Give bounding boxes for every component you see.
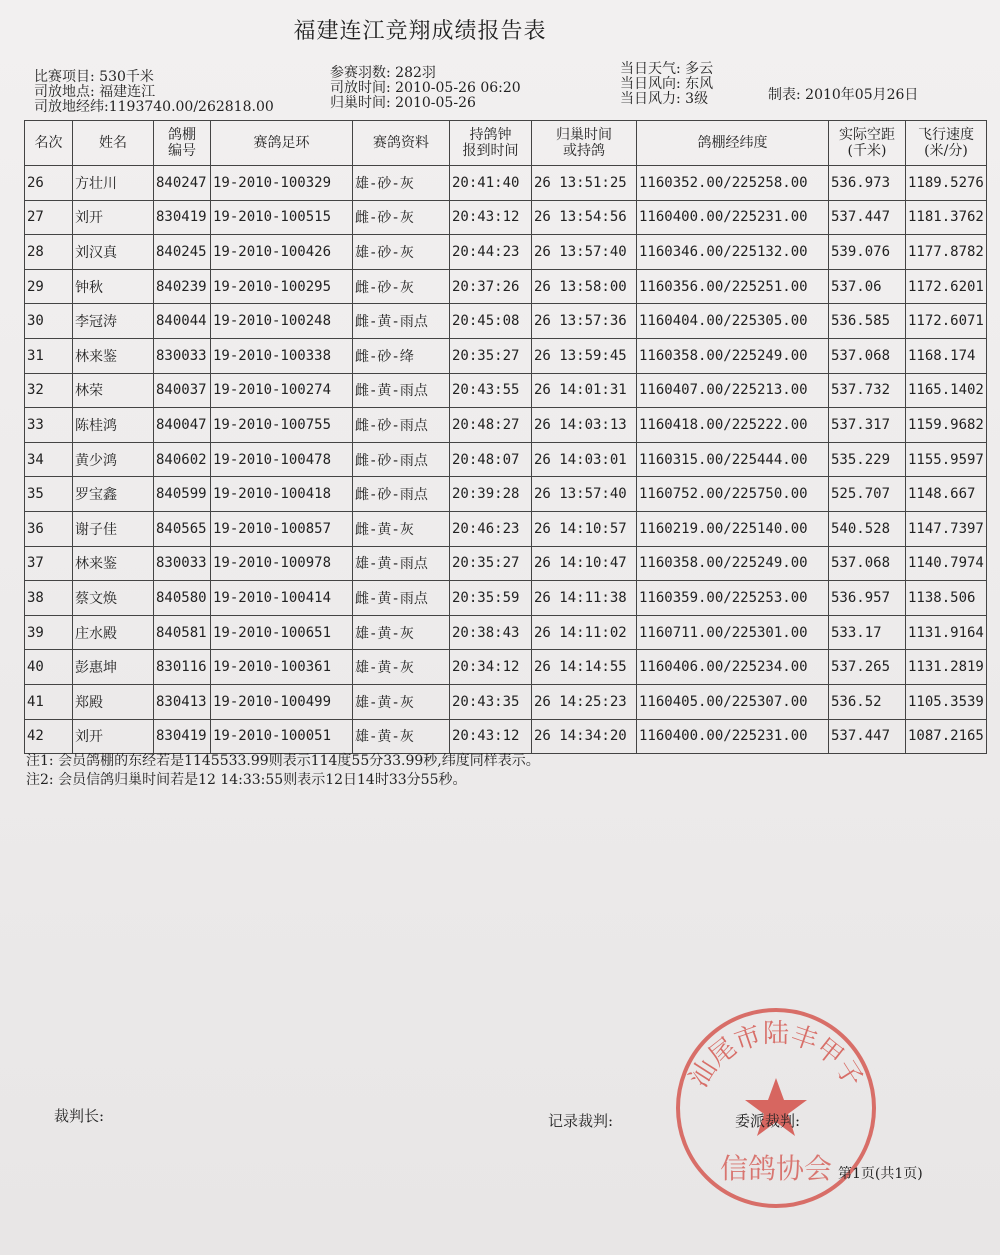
speed-cell: 1177.8782 (906, 235, 987, 270)
header-cell: 鸽棚经纬度 (637, 121, 829, 166)
ring-cell: 19-2010-100755 (211, 408, 353, 443)
coordinates-cell: 1160315.00/225444.00 (637, 442, 829, 477)
distance-cell: 536.52 (829, 684, 906, 719)
meta-return-date: 归巢时间: 2010-05-26 (330, 95, 476, 111)
table-row (25, 477, 987, 512)
clock-time-cell: 20:46:23 (450, 511, 532, 546)
return-time-cell: 26 14:03:01 (532, 442, 637, 477)
return-time-cell: 26 13:51:25 (532, 166, 637, 201)
seal-bottom-text: 信鸽协会 (719, 1152, 833, 1185)
bird-info-cell: 雄-黄-灰 (353, 719, 450, 754)
header-cell: 实际空距 (千米) (829, 121, 906, 166)
ring-cell: 19-2010-100499 (211, 684, 353, 719)
ring-cell: 19-2010-100418 (211, 477, 353, 512)
ring-cell: 19-2010-100478 (211, 442, 353, 477)
chief-referee-label: 裁判长: (54, 1107, 105, 1125)
ring-cell: 19-2010-100857 (211, 511, 353, 546)
return-time-cell: 26 14:25:23 (532, 684, 637, 719)
name-cell: 林来鉴 (73, 546, 154, 581)
coordinates-cell: 1160405.00/225307.00 (637, 684, 829, 719)
name-cell: 罗宝鑫 (73, 477, 154, 512)
bird-info-cell: 雄-砂-灰 (353, 235, 450, 270)
header-cell: 归巢时间 或持鸽 (532, 121, 637, 166)
clock-time-cell: 20:39:28 (450, 477, 532, 512)
coordinates-cell: 1160406.00/225234.00 (637, 650, 829, 685)
clock-time-cell: 20:48:27 (450, 408, 532, 443)
header-cell: 名次 (25, 121, 73, 166)
name-cell: 陈桂鸿 (73, 408, 154, 443)
return-time-cell: 26 13:54:56 (532, 200, 637, 235)
rank-cell: 31 (25, 338, 73, 373)
speed-cell: 1147.7397 (906, 511, 987, 546)
header-cell: 姓名 (73, 121, 154, 166)
table-row (25, 408, 987, 443)
distance-cell: 533.17 (829, 615, 906, 650)
clock-time-cell: 20:35:27 (450, 338, 532, 373)
clock-time-cell: 20:34:12 (450, 650, 532, 685)
speed-cell: 1181.3762 (906, 200, 987, 235)
coordinates-cell: 1160219.00/225140.00 (637, 511, 829, 546)
speed-cell: 1148.667 (906, 477, 987, 512)
rank-cell: 29 (25, 269, 73, 304)
coordinates-cell: 1160404.00/225305.00 (637, 304, 829, 339)
rank-cell: 36 (25, 511, 73, 546)
clock-time-cell: 20:35:27 (450, 546, 532, 581)
loft-number-cell: 840599 (154, 477, 211, 512)
ring-cell: 19-2010-100426 (211, 235, 353, 270)
table-row (25, 442, 987, 477)
bird-info-cell: 雌-黄-雨点 (353, 304, 450, 339)
distance-cell: 540.528 (829, 511, 906, 546)
table-row (25, 269, 987, 304)
loft-number-cell: 830033 (154, 338, 211, 373)
speed-cell: 1087.2165 (906, 719, 987, 754)
rank-cell: 32 (25, 373, 73, 408)
coordinates-cell: 1160752.00/225750.00 (637, 477, 829, 512)
meta-right (620, 62, 713, 107)
meta-wind-force: 当日风力: 3级 (620, 91, 709, 107)
clock-time-cell: 20:43:35 (450, 684, 532, 719)
clock-time-cell: 20:35:59 (450, 581, 532, 616)
coordinates-cell: 1160359.00/225253.00 (637, 581, 829, 616)
table-row (25, 338, 987, 373)
loft-number-cell: 840565 (154, 511, 211, 546)
name-cell: 李冠涛 (73, 304, 154, 339)
meta-weather: 当日天气: 多云 (620, 61, 714, 77)
table-header-row (25, 121, 987, 166)
coordinates-cell: 1160358.00/225249.00 (637, 546, 829, 581)
speed-cell: 1168.174 (906, 338, 987, 373)
rank-cell: 28 (25, 235, 73, 270)
coordinates-cell: 1160358.00/225249.00 (637, 338, 829, 373)
rank-cell: 40 (25, 650, 73, 685)
meta-race-item: 比赛项目: 530千米 (34, 69, 154, 85)
table-row (25, 581, 987, 616)
return-time-cell: 26 13:59:45 (532, 338, 637, 373)
table-body (25, 166, 987, 754)
header-cell: 持鸽钟 报到时间 (450, 121, 532, 166)
name-cell: 彭惠坤 (73, 650, 154, 685)
table-row (25, 615, 987, 650)
rank-cell: 34 (25, 442, 73, 477)
speed-cell: 1172.6071 (906, 304, 987, 339)
return-time-cell: 26 13:57:40 (532, 235, 637, 270)
rank-cell: 39 (25, 615, 73, 650)
ring-cell: 19-2010-100361 (211, 650, 353, 685)
seal-top-text: 汕尾市陆丰甲子 (683, 1019, 869, 1093)
table-row (25, 684, 987, 719)
speed-cell: 1189.5276 (906, 166, 987, 201)
name-cell: 林来鉴 (73, 338, 154, 373)
note-1: 注1: 会员鸽棚的东经若是1145533.99则表示114度55分33.99秒,纬度同样表示。 (26, 753, 540, 769)
loft-number-cell: 830419 (154, 719, 211, 754)
coordinates-cell: 1160400.00/225231.00 (637, 719, 829, 754)
return-time-cell: 26 13:58:00 (532, 269, 637, 304)
table-row (25, 373, 987, 408)
ring-cell: 19-2010-100274 (211, 373, 353, 408)
bird-info-cell: 雌-砂-灰 (353, 269, 450, 304)
coordinates-cell: 1160352.00/225258.00 (637, 166, 829, 201)
distance-cell: 537.068 (829, 338, 906, 373)
coordinates-cell: 1160400.00/225231.00 (637, 200, 829, 235)
assigned-referee-label: 委派裁判: (735, 1112, 801, 1130)
speed-cell: 1140.7974 (906, 546, 987, 581)
loft-number-cell: 830116 (154, 650, 211, 685)
speed-cell: 1159.9682 (906, 408, 987, 443)
ring-cell: 19-2010-100248 (211, 304, 353, 339)
name-cell: 黄少鸿 (73, 442, 154, 477)
clock-time-cell: 20:44:23 (450, 235, 532, 270)
meta-made-date: 制表: 2010年05月26日 (768, 87, 919, 103)
loft-number-cell: 840044 (154, 304, 211, 339)
bird-info-cell: 雄-黄-灰 (353, 615, 450, 650)
bird-info-cell: 雌-黄-雨点 (353, 581, 450, 616)
name-cell: 刘开 (73, 719, 154, 754)
bird-info-cell: 雌-黄-灰 (353, 511, 450, 546)
coordinates-cell: 1160407.00/225213.00 (637, 373, 829, 408)
meta-left (34, 70, 274, 115)
distance-cell: 536.957 (829, 581, 906, 616)
table-row (25, 200, 987, 235)
name-cell: 刘汉真 (73, 235, 154, 270)
table-row (25, 650, 987, 685)
table-row (25, 304, 987, 339)
return-time-cell: 26 14:10:57 (532, 511, 637, 546)
rank-cell: 41 (25, 684, 73, 719)
speed-cell: 1172.6201 (906, 269, 987, 304)
bird-info-cell: 雄-黄-灰 (353, 650, 450, 685)
clock-time-cell: 20:38:43 (450, 615, 532, 650)
report-title: 福建连江竞翔成绩报告表 (293, 19, 547, 44)
distance-cell: 537.317 (829, 408, 906, 443)
clock-time-cell: 20:45:08 (450, 304, 532, 339)
distance-cell: 537.068 (829, 546, 906, 581)
distance-cell: 536.585 (829, 304, 906, 339)
meta-release-coords: 司放地经纬:1193740.00/262818.00 (34, 99, 274, 115)
bird-info-cell: 雌-砂-灰 (353, 200, 450, 235)
ring-cell: 19-2010-100329 (211, 166, 353, 201)
return-time-cell: 26 14:10:47 (532, 546, 637, 581)
return-time-cell: 26 14:11:38 (532, 581, 637, 616)
rank-cell: 27 (25, 200, 73, 235)
meta-middle (330, 66, 521, 111)
distance-cell: 536.973 (829, 166, 906, 201)
return-time-cell: 26 14:03:13 (532, 408, 637, 443)
return-time-cell: 26 14:01:31 (532, 373, 637, 408)
distance-cell: 537.732 (829, 373, 906, 408)
name-cell: 谢子佳 (73, 511, 154, 546)
name-cell: 林荣 (73, 373, 154, 408)
distance-cell: 537.265 (829, 650, 906, 685)
ring-cell: 19-2010-100338 (211, 338, 353, 373)
loft-number-cell: 840037 (154, 373, 211, 408)
meta-release-time: 司放时间: 2010-05-26 06:20 (330, 80, 521, 96)
bird-info-cell: 雌-砂-雨点 (353, 442, 450, 477)
ring-cell: 19-2010-100051 (211, 719, 353, 754)
loft-number-cell: 840580 (154, 581, 211, 616)
loft-number-cell: 840247 (154, 166, 211, 201)
rank-cell: 26 (25, 166, 73, 201)
distance-cell: 539.076 (829, 235, 906, 270)
ring-cell: 19-2010-100295 (211, 269, 353, 304)
clock-time-cell: 20:43:12 (450, 200, 532, 235)
distance-cell: 525.707 (829, 477, 906, 512)
distance-cell: 535.229 (829, 442, 906, 477)
table-row (25, 511, 987, 546)
loft-number-cell: 830413 (154, 684, 211, 719)
clock-time-cell: 20:37:26 (450, 269, 532, 304)
rank-cell: 42 (25, 719, 73, 754)
loft-number-cell: 840245 (154, 235, 211, 270)
return-time-cell: 26 14:34:20 (532, 719, 637, 754)
ring-cell: 19-2010-100651 (211, 615, 353, 650)
return-time-cell: 26 13:57:40 (532, 477, 637, 512)
page-number: 第1页(共1页) (838, 1166, 923, 1182)
loft-number-cell: 830033 (154, 546, 211, 581)
clock-time-cell: 20:43:12 (450, 719, 532, 754)
name-cell: 郑殿 (73, 684, 154, 719)
rank-cell: 33 (25, 408, 73, 443)
coordinates-cell: 1160346.00/225132.00 (637, 235, 829, 270)
loft-number-cell: 840581 (154, 615, 211, 650)
ring-cell: 19-2010-100515 (211, 200, 353, 235)
header-cell: 赛鸽足环 (211, 121, 353, 166)
clock-time-cell: 20:41:40 (450, 166, 532, 201)
table-row (25, 546, 987, 581)
rank-cell: 35 (25, 477, 73, 512)
return-time-cell: 26 13:57:36 (532, 304, 637, 339)
speed-cell: 1155.9597 (906, 442, 987, 477)
ring-cell: 19-2010-100414 (211, 581, 353, 616)
meta-wind-direction: 当日风向: 东风 (620, 76, 714, 92)
coordinates-cell: 1160711.00/225301.00 (637, 615, 829, 650)
loft-number-cell: 830419 (154, 200, 211, 235)
rank-cell: 38 (25, 581, 73, 616)
rank-cell: 37 (25, 546, 73, 581)
ring-cell: 19-2010-100978 (211, 546, 353, 581)
results-table (24, 120, 987, 754)
bird-info-cell: 雌-黄-雨点 (353, 373, 450, 408)
name-cell: 钟秋 (73, 269, 154, 304)
bird-info-cell: 雌-砂-雨点 (353, 477, 450, 512)
bird-info-cell: 雄-砂-灰 (353, 166, 450, 201)
speed-cell: 1138.506 (906, 581, 987, 616)
name-cell: 方壮川 (73, 166, 154, 201)
speed-cell: 1105.3539 (906, 684, 987, 719)
distance-cell: 537.447 (829, 719, 906, 754)
clock-time-cell: 20:48:07 (450, 442, 532, 477)
distance-cell: 537.447 (829, 200, 906, 235)
table-row (25, 719, 987, 754)
note-2: 注2: 会员信鸽归巢时间若是12 14:33:55则表示12日14时33分55秒。 (26, 772, 467, 788)
loft-number-cell: 840047 (154, 408, 211, 443)
header-cell: 赛鸽资料 (353, 121, 450, 166)
header-cell: 鸽棚 编号 (154, 121, 211, 166)
bird-info-cell: 雌-砂-雨点 (353, 408, 450, 443)
header-cell: 飞行速度 (米/分) (906, 121, 987, 166)
loft-number-cell: 840602 (154, 442, 211, 477)
loft-number-cell: 840239 (154, 269, 211, 304)
bird-info-cell: 雄-黄-灰 (353, 684, 450, 719)
rank-cell: 30 (25, 304, 73, 339)
name-cell: 庄水殿 (73, 615, 154, 650)
return-time-cell: 26 14:14:55 (532, 650, 637, 685)
name-cell: 刘开 (73, 200, 154, 235)
clock-time-cell: 20:43:55 (450, 373, 532, 408)
speed-cell: 1131.2819 (906, 650, 987, 685)
return-time-cell: 26 14:11:02 (532, 615, 637, 650)
bird-info-cell: 雄-黄-雨点 (353, 546, 450, 581)
table-row (25, 235, 987, 270)
meta-release-place: 司放地点: 福建连江 (34, 84, 156, 100)
notes (26, 752, 540, 790)
meta-bird-count: 参赛羽数: 282羽 (330, 65, 436, 81)
speed-cell: 1131.9164 (906, 615, 987, 650)
table-row (25, 166, 987, 201)
distance-cell: 537.06 (829, 269, 906, 304)
name-cell: 蔡文焕 (73, 581, 154, 616)
recorder-referee-label: 记录裁判: (548, 1112, 614, 1130)
coordinates-cell: 1160418.00/225222.00 (637, 408, 829, 443)
speed-cell: 1165.1402 (906, 373, 987, 408)
coordinates-cell: 1160356.00/225251.00 (637, 269, 829, 304)
bird-info-cell: 雌-砂-绛 (353, 338, 450, 373)
